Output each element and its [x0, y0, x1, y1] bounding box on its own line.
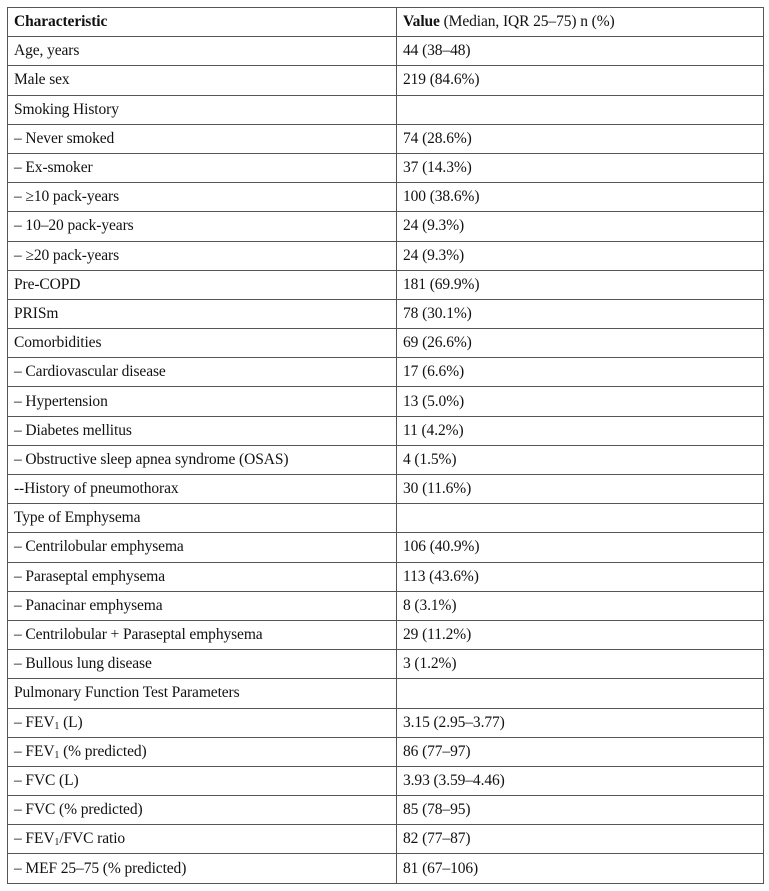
row-label: – Cardiovascular disease [8, 358, 397, 387]
table-row [8, 387, 764, 416]
row-label: Pre-COPD [8, 270, 397, 299]
row-label: – Centrilobular + Paraseptal emphysema [8, 620, 397, 649]
row-value: 29 (11.2%) [397, 620, 764, 649]
row-value [397, 95, 764, 124]
table-section-row [8, 504, 764, 533]
row-label: – MEF 25–75 (% predicted) [8, 854, 397, 883]
row-value: 3.15 (2.95–3.77) [397, 708, 764, 737]
table-row [8, 124, 764, 153]
row-value: 13 (5.0%) [397, 387, 764, 416]
row-value: 24 (9.3%) [397, 241, 764, 270]
row-value: 85 (78–95) [397, 796, 764, 825]
table-row [8, 562, 764, 591]
table-row [8, 329, 764, 358]
characteristics-table [7, 7, 764, 884]
row-value: 17 (6.6%) [397, 358, 764, 387]
row-value: 30 (11.6%) [397, 475, 764, 504]
table-row [8, 708, 764, 737]
row-value: 4 (1.5%) [397, 445, 764, 474]
table-row [8, 299, 764, 328]
row-label: – Bullous lung disease [8, 650, 397, 679]
row-value: 86 (77–97) [397, 737, 764, 766]
row-value [397, 679, 764, 708]
table-row [8, 212, 764, 241]
table-row [8, 66, 764, 95]
row-value: 3 (1.2%) [397, 650, 764, 679]
header-value-rest: (Median, IQR 25–75) n (%) [439, 13, 615, 31]
section-label: Type of Emphysema [8, 504, 397, 533]
row-value: 100 (38.6%) [397, 183, 764, 212]
row-label: PRISm [8, 299, 397, 328]
table-row [8, 37, 764, 66]
row-label: – ≥10 pack-years [8, 183, 397, 212]
table-row [8, 416, 764, 445]
table-header-row [8, 8, 764, 37]
header-value-bold: Value [403, 13, 440, 31]
header-characteristic: Characteristic [8, 8, 397, 37]
row-value: 113 (43.6%) [397, 562, 764, 591]
row-label: – FVC (L) [8, 766, 397, 795]
table-row [8, 445, 764, 474]
table-row [8, 766, 764, 795]
table-row [8, 358, 764, 387]
section-label: Pulmonary Function Test Parameters [8, 679, 397, 708]
row-value [397, 504, 764, 533]
table-section-row [8, 95, 764, 124]
row-label: – Ex-smoker [8, 153, 397, 182]
row-value: 78 (30.1%) [397, 299, 764, 328]
table-row [8, 183, 764, 212]
row-label: Age, years [8, 37, 397, 66]
row-label: Comorbidities [8, 329, 397, 358]
row-value: 82 (77–87) [397, 825, 764, 854]
characteristics-table-container [7, 7, 763, 884]
row-value: 69 (26.6%) [397, 329, 764, 358]
row-value: 37 (14.3%) [397, 153, 764, 182]
table-row [8, 620, 764, 649]
table-row [8, 796, 764, 825]
row-value: 24 (9.3%) [397, 212, 764, 241]
row-value: 11 (4.2%) [397, 416, 764, 445]
table-row [8, 591, 764, 620]
row-value: 74 (28.6%) [397, 124, 764, 153]
row-label: – Never smoked [8, 124, 397, 153]
row-value: 106 (40.9%) [397, 533, 764, 562]
row-value: 219 (84.6%) [397, 66, 764, 95]
table-row [8, 533, 764, 562]
row-label: – 10–20 pack-years [8, 212, 397, 241]
table-row [8, 854, 764, 883]
table-row [8, 825, 764, 854]
row-value: 181 (69.9%) [397, 270, 764, 299]
table-row [8, 241, 764, 270]
table-row [8, 475, 764, 504]
row-label: – Diabetes mellitus [8, 416, 397, 445]
row-label: – Panacinar emphysema [8, 591, 397, 620]
row-value: 81 (67–106) [397, 854, 764, 883]
row-value: 3.93 (3.59–4.46) [397, 766, 764, 795]
table-row [8, 737, 764, 766]
table-section-row [8, 679, 764, 708]
row-label: – $FEV_1$ (% predicted) [8, 737, 397, 766]
section-label: Smoking History [8, 95, 397, 124]
table-row [8, 650, 764, 679]
row-label: – FVC (% predicted) [8, 796, 397, 825]
header-value [397, 8, 764, 37]
table-row [8, 270, 764, 299]
row-label: – Paraseptal emphysema [8, 562, 397, 591]
row-label: – Centrilobular emphysema [8, 533, 397, 562]
row-label: – Hypertension [8, 387, 397, 416]
row-value: 8 (3.1%) [397, 591, 764, 620]
row-label: – $FEV_1$ (L) [8, 708, 397, 737]
row-label: --History of pneumothorax [8, 475, 397, 504]
table-row [8, 153, 764, 182]
row-label: Male sex [8, 66, 397, 95]
row-value: 44 (38–48) [397, 37, 764, 66]
row-label: – Obstructive sleep apnea syndrome (OSAS) [8, 445, 397, 474]
row-label: – $FEV_1$/FVC ratio [8, 825, 397, 854]
row-label: – ≥20 pack-years [8, 241, 397, 270]
